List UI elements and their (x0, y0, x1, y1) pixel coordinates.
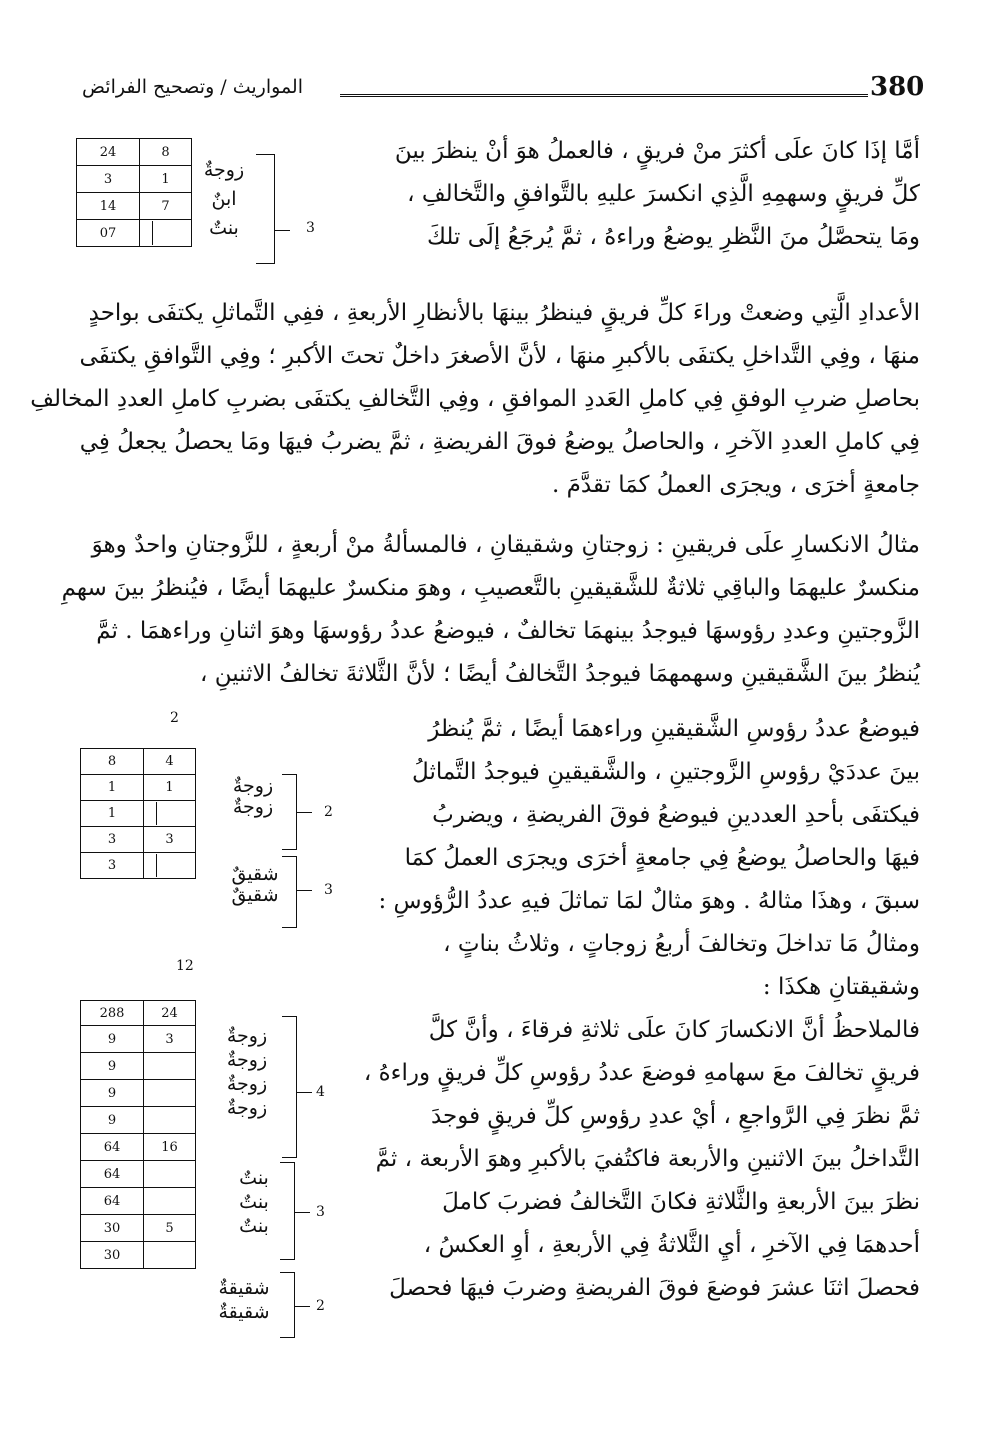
cell: 3 (77, 166, 140, 193)
text-line: بينَ عددَيْ رؤوسِ الزَّوجتينِ ، والشَّقيقينِ فيوجدُ التَّماثلُ (412, 759, 920, 785)
inner-divider (156, 802, 157, 825)
heir-label: شقيقةٌ (218, 1301, 270, 1323)
text-line: فيوضعُ عددُ رؤوسِ الشَّقيقينِ وراءهمَا أيضًا ، ثمَّ يُنظرُ (428, 716, 920, 742)
cell: 3 (81, 827, 144, 853)
bracket (256, 154, 275, 264)
multiplier: 2 (324, 804, 333, 820)
heir-label: بنتٌ (239, 1191, 269, 1213)
heir-label: زوجةٌ (203, 159, 245, 181)
multiplier: 2 (316, 1298, 325, 1314)
cell: 4 (144, 749, 196, 775)
cell: 9 (81, 1026, 144, 1053)
paragraph-1 (372, 130, 920, 259)
text-line: فِي كاملِ العددِ الآخرِ ، والحاصلُ يوضعُ فوقَ الفريضةِ ، ثمَّ يضربُ فيهَا ومَا يحصلُ يجعلُ فِي (79, 429, 920, 455)
text-line: أحدهمَا فِي الآخرِ ، أيِ الثَّلاثةُ فِي الأربعةِ ، أوِ العكسُ ، (423, 1232, 920, 1258)
paragraph-1-cont (30, 292, 920, 507)
cell: 64 (81, 1161, 144, 1188)
text-line: كلِّ فريقٍ وسهمِهِ الَّذِي انكسرَ عليهِ بالتَّوافقِ والتَّخالفِ ، (407, 181, 920, 207)
heir-label: شقيقٌ (231, 863, 279, 885)
cell (144, 1242, 196, 1269)
table-3 (80, 1000, 196, 1269)
cell: 8 (140, 139, 192, 166)
table-2 (80, 748, 196, 879)
cell (144, 1053, 196, 1080)
text-line: أمَّا إذَا كانَ علَى أكثرَ منْ فريقٍ ، فالعملُ هوَ أنْ ينظرَ بينَ (394, 138, 920, 164)
cell: 07 (77, 220, 140, 247)
heir-label: بنتٌ (239, 1215, 269, 1237)
cell: 64 (81, 1188, 144, 1215)
paragraph-3 (363, 708, 920, 1310)
bracket (282, 856, 297, 928)
paragraph-2 (61, 524, 920, 696)
cell: 64 (81, 1134, 144, 1161)
heir-label: زوجةٌ (232, 775, 274, 797)
cell: 9 (81, 1080, 144, 1107)
multiplier: 3 (306, 220, 315, 236)
text-line: وشقيقتانِ هكذَا : (762, 974, 920, 1000)
bracket (282, 1016, 297, 1158)
heir-label: زوجةٌ (226, 1097, 268, 1119)
text-line: فحصلَ اثنَا عشرَ فوضعَ فوقَ الفريضةِ وضربَ فيهَا فحصلَ (389, 1275, 920, 1301)
cell (144, 1107, 196, 1134)
text-line: ثمَّ نظرَ فِي الرَّواجعِ ، أيْ عددِ رؤوسِ كلِّ فريقٍ فوجدَ (430, 1103, 920, 1129)
cell: 1 (81, 775, 144, 801)
bracket-tick (294, 1212, 310, 1213)
bracket-tick (296, 812, 312, 813)
cell: 30 (81, 1215, 144, 1242)
cell: 3 (144, 1026, 196, 1053)
cell: 5 (144, 1215, 196, 1242)
heir-label: زوجةٌ (232, 796, 274, 818)
cell: 1 (81, 801, 144, 827)
cell (144, 801, 196, 827)
cell: 24 (144, 1001, 196, 1026)
bracket (280, 1272, 295, 1338)
bracket-tick (296, 1092, 312, 1093)
text-line: ومَا يتحصَّلُ منَ النَّظرِ يوضعُ وراءهُ ، ثمَّ يُرجَعُ إلَى تلكَ (427, 224, 920, 250)
cell: 288 (81, 1001, 144, 1026)
cell: 9 (81, 1107, 144, 1134)
heir-label: بنتٌ (239, 1167, 269, 1189)
heir-label: بنتٌ (209, 217, 239, 239)
cell: 14 (77, 193, 140, 220)
cell: 8 (81, 749, 144, 775)
text-line: ومثالُ مَا تداخلَ وتخالفَ أربعُ زوجاتٍ ، وثلاثُ بناتٍ ، (443, 931, 920, 957)
bracket (280, 1162, 295, 1260)
cell: 3 (81, 853, 144, 879)
bracket (282, 774, 297, 850)
multiplier: 3 (316, 1204, 325, 1220)
table-3-top: 12 (176, 958, 194, 974)
text-line: فيكتفَى بأحدِ العددينِ فيوضعُ فوقَ الفريضةِ ، ويضربُ (432, 802, 920, 828)
heir-label: شقيقةٌ (218, 1277, 270, 1299)
label-group (224, 776, 282, 818)
cell: 7 (140, 193, 192, 220)
running-title: المواريث / وتصحيح الفرائض (82, 76, 303, 98)
heir-label: زوجةٌ (226, 1049, 268, 1071)
text-line: سبقَ ، وهذَا مثالهُ . وهوَ مثالٌ لمَا تماثلَ فيهِ عددُ الرُّؤوسِ : (378, 888, 920, 914)
table-2-top: 2 (170, 710, 179, 726)
heir-label: شقيقٌ (231, 884, 279, 906)
cell (144, 853, 196, 879)
label-group (196, 160, 252, 239)
heir-label: زوجةٌ (226, 1025, 268, 1047)
text-line: منكسرٌ عليهمَا والباقِي ثلاثةٌ للشَّقيقينِ بالتَّعصيبِ ، وهوَ منكسرٌ عليهمَا أيضًا ، فيُنظرُ بينَ سهمِ (61, 575, 920, 601)
label-group (212, 1024, 282, 1120)
label-group (208, 1276, 280, 1324)
header-rule (340, 94, 868, 97)
bracket-tick (296, 890, 312, 891)
text-line: فريقٍ تخالفَ معَ سهامهِ فوضعَ عددُ رؤوسِ كلِّ فريقٍ وراءهُ ، (363, 1060, 920, 1086)
text-line: بحاصلِ ضربِ الوفقِ فِي كاملِ العَددِ الموافقِ ، وفِي التَّخالفِ يكتفَى بضربِ كاملِ العددِ المخالفِ (30, 386, 920, 412)
label-group (226, 864, 284, 906)
label-group (226, 1166, 282, 1238)
multiplier: 4 (316, 1084, 325, 1100)
text-line: جامعةٍ أخرَى ، ويجرَى العملُ كمَا تقدَّمَ . (551, 472, 920, 498)
cell: 9 (81, 1053, 144, 1080)
cell: 1 (144, 775, 196, 801)
page-number: 380 (870, 72, 925, 102)
bracket-tick (274, 230, 290, 231)
cell (144, 1161, 196, 1188)
text-line: الأعدادِ الَّتِي وضعتْ وراءَ كلِّ فريقٍ فينظرُ بينهَا بالأنظارِ الأربعةِ ، ففِي التَّماثلِ يكتفَى بواحدٍ (88, 300, 920, 326)
text-line: الزَّوجتينِ وعددِ رؤوسهَا فيوجدُ بينهمَا تخالفٌ ، فيوضعُ عددُ رؤوسهَا وهوَ اثنانِ وراءهمَا . ثمَّ (96, 618, 920, 644)
text-line: فيهَا والحاصلُ يوضعُ فِي جامعةٍ أخرَى ويجرَى العملُ كمَا (404, 845, 920, 871)
text-line: مثالُ الانكسارِ علَى فريقينِ : زوجتانِ وشقيقانِ ، فالمسألةُ منْ أربعةٍ ، للزَّوجتانِ واحدٌ وهوَ (91, 532, 920, 558)
text-line: فالملاحظُ أنَّ الانكسارَ كانَ علَى ثلاثةِ فرقاءَ ، وأنَّ كلَّ (428, 1017, 920, 1043)
cell: 3 (144, 827, 196, 853)
text-line: التَّداخلُ بينَ الاثنينِ والأربعة فاكتُفيَ بالأكبرِ وهوَ الأربعة ، ثمَّ (375, 1146, 920, 1172)
cell: 30 (81, 1242, 144, 1269)
text-line: نظرَ بينَ الأربعةِ والثَّلاثةِ فكانَ التَّخالفُ فضربَ كاملَ (442, 1189, 920, 1215)
heir-label: زوجةٌ (226, 1073, 268, 1095)
text-line: يُنظرُ بينَ الشَّقيقينِ وسهمهمَا فيوجدُ التَّخالفُ أيضًا ؛ لأنَّ الثَّلاثةَ تخالفُ الاثنينِ ، (199, 661, 920, 687)
inner-divider (152, 221, 153, 245)
text-line: منهَا ، وفِي التَّداخلِ يكتفَى بالأكبرِ منهَا ، لأنَّ الأصغرَ داخلٌ تحتَ الأكبرِ ؛ وفِي التَّوافقِ يكتفَى (79, 343, 920, 369)
bracket-tick (294, 1306, 310, 1307)
inner-divider (156, 854, 157, 877)
heir-label: ابنٌ (211, 188, 237, 210)
table-1 (76, 138, 192, 247)
cell: 1 (140, 166, 192, 193)
cell: 24 (77, 139, 140, 166)
cell (144, 1080, 196, 1107)
cell (140, 220, 192, 247)
cell (144, 1188, 196, 1215)
cell: 16 (144, 1134, 196, 1161)
multiplier: 3 (324, 882, 333, 898)
